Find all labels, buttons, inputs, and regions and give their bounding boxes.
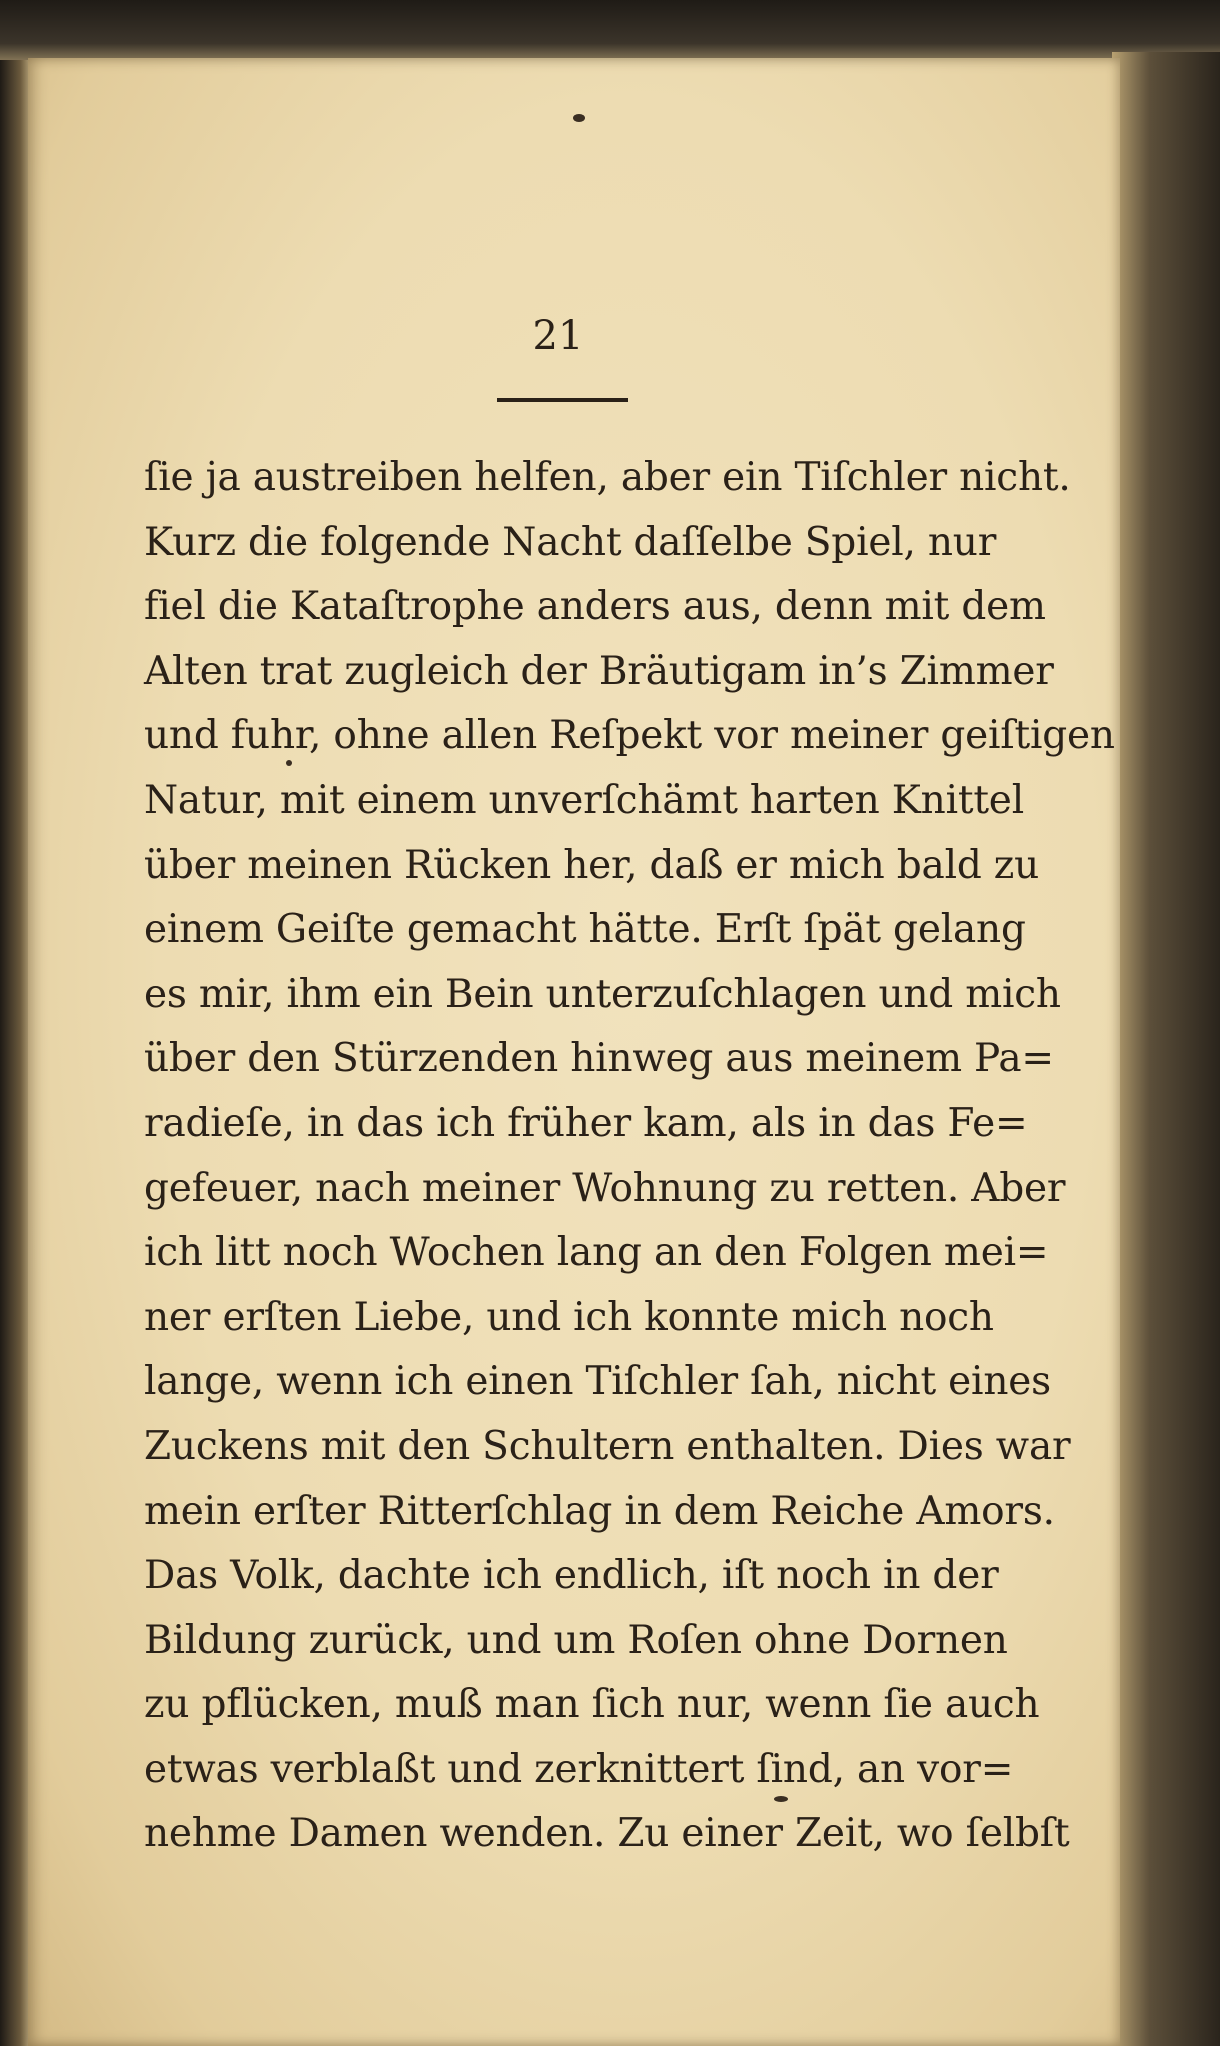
- text-line: und fuhr, ohne allen Reſpekt vor meiner geiſtigen: [144, 713, 1115, 759]
- text-line: etwas verblaßt und zerknittert ſind, an vor=: [144, 1746, 1014, 1792]
- text-line: Kurz die folgende Nacht daſſelbe Spiel, nur: [144, 519, 997, 565]
- text-line: nehme Damen wenden. Zu einer Zeit, wo ſelbſt: [144, 1811, 1070, 1857]
- text-line: ner erſten Liebe, und ich konnte mich noch: [144, 1294, 994, 1340]
- text-line: Bildung zurück, und um Roſen ohne Dornen: [144, 1617, 1008, 1663]
- text-line: radieſe, in das ich früher kam, als in das Fe=: [144, 1100, 1028, 1146]
- book-top-edge: [0, 0, 1220, 62]
- text-line: ſie ja austreiben helfen, aber ein Tiſchler nicht.: [144, 455, 1071, 500]
- text-line: Natur, mit einem unverſchämt harten Knittel: [144, 777, 1024, 823]
- text-line: mein erſter Ritterſchlag in dem Reiche Amors.: [144, 1488, 1055, 1534]
- text-line: Zuckens mit den Schultern enthalten. Dies war: [144, 1423, 1071, 1469]
- ink-speck: [573, 114, 585, 122]
- text-line: über den Stürzenden hinweg aus meinem Pa=: [144, 1036, 1054, 1082]
- book-fore-edge: [1112, 52, 1220, 2046]
- text-line: über meinen Rücken her, daß er mich bald zu: [144, 842, 1040, 888]
- text-line: es mir, ihm ein Bein unterzuſchlagen und mich: [144, 971, 1061, 1017]
- text-line: gefeuer, nach meiner Wohnung zu retten. Aber: [144, 1165, 1066, 1211]
- ink-speck: [774, 1796, 788, 1802]
- page-number: 21: [532, 313, 584, 359]
- header-rule: [497, 398, 628, 402]
- text-line: ich litt noch Wochen lang an den Folgen mei=: [144, 1230, 1049, 1276]
- ink-speck: [286, 760, 292, 766]
- text-line: lange, wenn ich einen Tiſchler ſah, nicht eines: [144, 1359, 1051, 1405]
- body-text: [144, 446, 1115, 1867]
- text-line: zu pflücken, muß man ſich nur, wenn ſie auch: [144, 1682, 1040, 1728]
- text-line: Alten trat zugleich der Bräutigam in’s Zimmer: [144, 648, 1054, 694]
- text-line: fiel die Kataſtrophe anders aus, denn mit dem: [144, 584, 1046, 630]
- text-line: einem Geiſte gemacht hätte. Erſt ſpät gelang: [144, 907, 1026, 953]
- book-page: [28, 58, 1120, 2046]
- text-line: Das Volk, dachte ich endlich, iſt noch in der: [144, 1553, 999, 1599]
